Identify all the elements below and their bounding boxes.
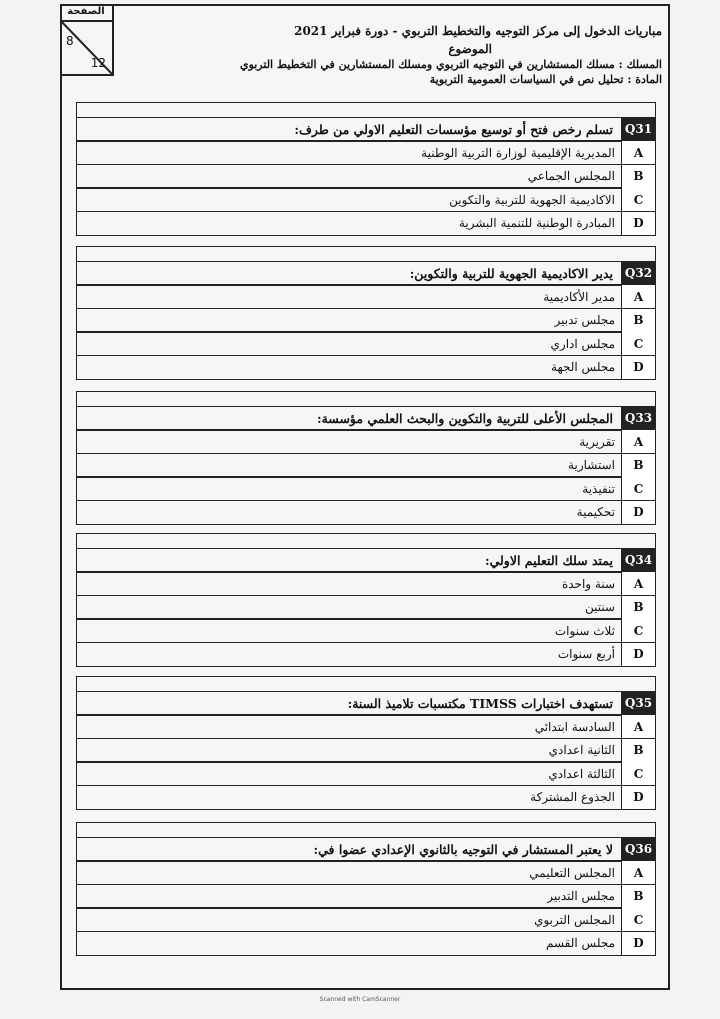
question-number: Q31	[621, 118, 655, 141]
answer-option[interactable]	[76, 164, 656, 189]
option-text: المبادرة الوطنية للتنمية البشرية	[458, 216, 615, 230]
option-text: سنة واحدة	[561, 576, 615, 591]
question-text: يمتد سلك التعليم الاولي:	[484, 552, 613, 568]
option-letter: B	[621, 596, 655, 619]
option-letter: C	[621, 332, 655, 355]
option-letter: A	[621, 285, 655, 308]
answer-option[interactable]	[76, 931, 656, 956]
scanner-footer: Scanned with CamScanner	[319, 996, 401, 1003]
answer-option[interactable]	[76, 785, 656, 810]
option-text: الاكاديمية الجهوية للتربية والتكوين	[449, 192, 615, 207]
answer-option[interactable]	[76, 860, 656, 885]
option-text: مجلس اداري	[550, 336, 615, 351]
option-letter: C	[621, 188, 655, 211]
option-text: مجلس الجهة	[551, 360, 615, 374]
option-text: سنتين	[584, 600, 615, 614]
answer-option[interactable]	[76, 331, 656, 356]
answer-option[interactable]	[76, 907, 656, 932]
subject-label: الموضوع	[448, 42, 492, 56]
answer-option[interactable]	[76, 308, 656, 333]
answer-option[interactable]	[76, 140, 656, 165]
option-letter: C	[621, 908, 655, 931]
option-letter: A	[621, 430, 655, 453]
question-text: لا يعتبر المستشار في التوجيه بالثانوي الإعدادي عضوا في:	[313, 841, 613, 857]
option-letter: C	[621, 762, 655, 785]
option-letter: B	[621, 739, 655, 762]
question-number: Q32	[621, 262, 655, 285]
option-text: السادسة ابتدائي	[534, 719, 615, 734]
page-total: 12	[90, 56, 106, 70]
option-text: أربع سنوات	[557, 647, 615, 661]
question-text: يدير الاكاديمية الجهوية للتربية والتكوين:	[409, 265, 613, 281]
answer-option[interactable]	[76, 884, 656, 909]
option-text: مجلس تدبير	[554, 313, 615, 327]
option-letter: D	[621, 212, 655, 235]
answer-option[interactable]	[76, 714, 656, 739]
option-text: مجلس القسم	[545, 936, 615, 950]
option-letter: A	[621, 715, 655, 738]
question-number: Q35	[621, 692, 655, 715]
page-current: 8	[66, 34, 74, 48]
question-block	[76, 533, 656, 667]
question-header	[76, 837, 656, 862]
option-text: تنفيذية	[582, 481, 615, 496]
option-text: المجلس الجماعي	[527, 169, 615, 183]
track-line: المسلك : مسلك المستشارين في التوجيه التربوي ومسلك المستشارين في التخطيط التربوي	[239, 58, 662, 71]
option-text: المجلس التربوي	[534, 912, 615, 927]
course-line: المادة : تحليل نص في السياسات العمومية التربوية	[429, 73, 662, 86]
option-letter: B	[621, 454, 655, 477]
question-text: تسلم رخص فتح أو توسيع مؤسسات التعليم الاولي من طرف:	[294, 121, 613, 137]
question-header	[76, 406, 656, 431]
question-block	[76, 822, 656, 956]
option-text: ثلاث سنوات	[554, 623, 615, 638]
option-text: تقريرية	[579, 434, 615, 449]
answer-option[interactable]	[76, 500, 656, 525]
option-letter: D	[621, 932, 655, 955]
option-letter: A	[621, 861, 655, 884]
page-number-box	[60, 4, 114, 76]
answer-option[interactable]	[76, 595, 656, 620]
option-text: المديرية الإقليمية لوزارة التربية الوطنية	[421, 145, 615, 160]
question-header	[76, 261, 656, 286]
answer-option[interactable]	[76, 211, 656, 236]
answer-option[interactable]	[76, 571, 656, 596]
option-letter: C	[621, 619, 655, 642]
question-block	[76, 391, 656, 525]
question-block	[76, 102, 656, 236]
option-text: الثانية اعدادي	[548, 743, 615, 757]
option-letter: A	[621, 572, 655, 595]
answer-option[interactable]	[76, 429, 656, 454]
option-text: الجذوع المشتركة	[530, 790, 615, 804]
option-text: الثالثة اعدادي	[548, 766, 615, 781]
answer-option[interactable]	[76, 355, 656, 380]
option-letter: B	[621, 165, 655, 188]
question-header	[76, 691, 656, 716]
option-text: مجلس التدبير	[547, 889, 615, 903]
question-number: Q34	[621, 549, 655, 572]
page-label: الصفحة	[60, 4, 112, 22]
question-header	[76, 548, 656, 573]
answer-option[interactable]	[76, 761, 656, 786]
option-letter: D	[621, 356, 655, 379]
answer-option[interactable]	[76, 738, 656, 763]
question-header	[76, 117, 656, 142]
question-block	[76, 246, 656, 380]
option-letter: B	[621, 309, 655, 332]
question-block	[76, 676, 656, 810]
question-number: Q36	[621, 838, 655, 861]
question-text: المجلس الأعلى للتربية والتكوين والبحث العلمي مؤسسة:	[316, 410, 613, 426]
option-text: مدير الأكاديمية	[543, 289, 615, 304]
option-text: تحكيمية	[576, 505, 615, 519]
option-letter: D	[621, 501, 655, 524]
answer-option[interactable]	[76, 284, 656, 309]
exam-header	[120, 24, 662, 86]
option-letter: A	[621, 141, 655, 164]
answer-option[interactable]	[76, 476, 656, 501]
answer-option[interactable]	[76, 453, 656, 478]
question-number: Q33	[621, 407, 655, 430]
option-letter: B	[621, 885, 655, 908]
option-letter: C	[621, 477, 655, 500]
exam-title: مباريات الدخول إلى مركز التوجيه والتخطيط التربوي - دورة فبراير 2021	[294, 24, 662, 38]
question-text: تستهدف اختبارات TIMSS مكتسبات تلاميذ السنة:	[347, 695, 613, 711]
option-text: المجلس التعليمي	[529, 865, 615, 880]
option-letter: D	[621, 643, 655, 666]
option-text: استشارية	[568, 458, 615, 472]
answer-option[interactable]	[76, 618, 656, 643]
answer-option[interactable]	[76, 187, 656, 212]
answer-option[interactable]	[76, 642, 656, 667]
option-letter: D	[621, 786, 655, 809]
